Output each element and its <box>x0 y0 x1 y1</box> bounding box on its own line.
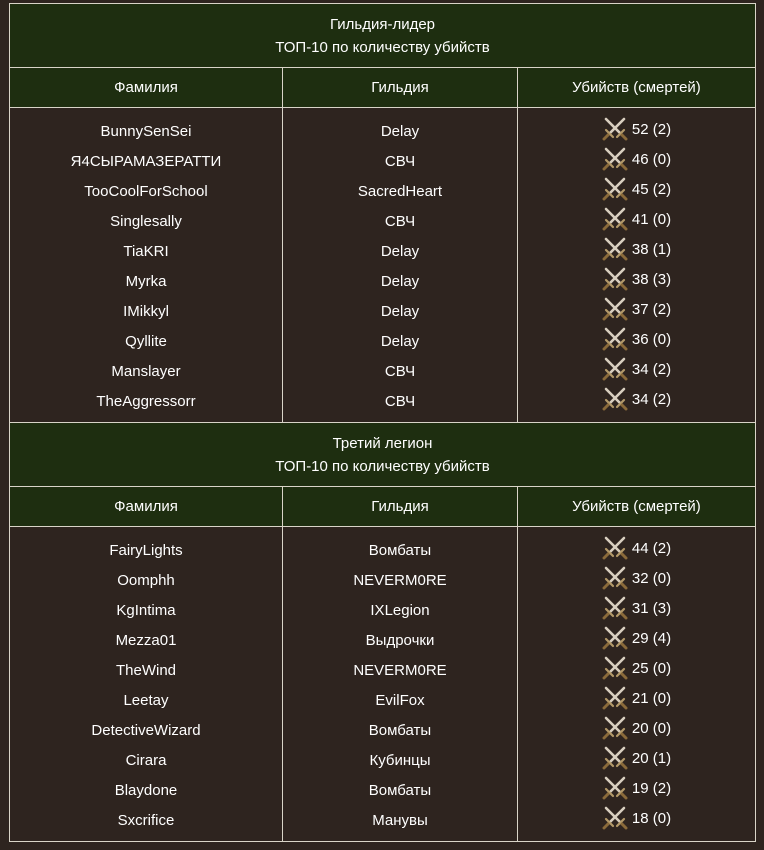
kills-deaths-value: 41 (0) <box>631 210 672 228</box>
kills-cell <box>518 176 756 206</box>
kills-cell <box>518 296 756 326</box>
kills-value-wrap <box>602 565 671 591</box>
column-header-kills: Убийств (смертей) <box>518 68 756 108</box>
section-title-line2: ТОП-10 по количеству убийств <box>275 38 490 56</box>
kills-value-wrap <box>602 386 671 412</box>
player-name: TheAggressorr <box>10 386 283 416</box>
player-name: Cirara <box>10 745 283 775</box>
table-row <box>10 805 756 835</box>
kills-value-wrap <box>602 655 671 681</box>
player-name: Mezza01 <box>10 625 283 655</box>
crossed-swords-icon <box>602 236 628 262</box>
kills-cell <box>518 326 756 356</box>
column-header-guild: Гильдия <box>283 68 518 108</box>
table-row <box>10 296 756 326</box>
kills-deaths-value: 20 (1) <box>631 749 672 767</box>
kills-value-wrap <box>602 236 671 262</box>
guild-name: СВЧ <box>283 206 518 236</box>
player-name: Myrka <box>10 266 283 296</box>
crossed-swords-icon <box>602 176 628 202</box>
kills-cell <box>518 745 756 775</box>
crossed-swords-icon <box>602 565 628 591</box>
crossed-swords-icon <box>602 535 628 561</box>
guild-name: EvilFox <box>283 685 518 715</box>
kills-cell <box>518 595 756 625</box>
crossed-swords-icon <box>602 326 628 352</box>
guild-name: NEVERM0RE <box>283 565 518 595</box>
section-title-row <box>10 423 756 487</box>
crossed-swords-icon <box>602 356 628 382</box>
kills-value-wrap <box>602 775 671 801</box>
guild-name: Delay <box>283 326 518 356</box>
guild-name: Вомбаты <box>283 715 518 745</box>
player-name: Я4СЫРАМАЗЕРАТТИ <box>10 146 283 176</box>
guild-name: Delay <box>283 266 518 296</box>
guild-name: Выдрочки <box>283 625 518 655</box>
kills-deaths-value: 21 (0) <box>631 689 672 707</box>
crossed-swords-icon <box>602 805 628 831</box>
kills-value-wrap <box>602 176 671 202</box>
guild-name: СВЧ <box>283 146 518 176</box>
kills-cell <box>518 715 756 745</box>
kills-value-wrap <box>602 535 671 561</box>
kills-cell <box>518 206 756 236</box>
guild-name: Delay <box>283 296 518 326</box>
column-header-row <box>10 68 756 108</box>
crossed-swords-icon <box>602 146 628 172</box>
kills-deaths-value: 34 (2) <box>631 360 672 378</box>
kills-deaths-value: 19 (2) <box>631 779 672 797</box>
guild-name: Delay <box>283 116 518 146</box>
kills-value-wrap <box>602 146 671 172</box>
kills-cell <box>518 655 756 685</box>
kills-cell <box>518 236 756 266</box>
table-row <box>10 625 756 655</box>
kills-cell <box>518 625 756 655</box>
crossed-swords-icon <box>602 625 628 651</box>
kills-value-wrap <box>602 595 671 621</box>
kills-cell <box>518 266 756 296</box>
rankings-table <box>9 3 756 842</box>
crossed-swords-icon <box>602 685 628 711</box>
player-name: BunnySenSei <box>10 116 283 146</box>
kills-value-wrap <box>602 625 671 651</box>
table-row <box>10 655 756 685</box>
kills-deaths-value: 46 (0) <box>631 150 672 168</box>
table-row <box>10 595 756 625</box>
player-name: Manslayer <box>10 356 283 386</box>
table-row <box>10 146 756 176</box>
table-row <box>10 745 756 775</box>
kills-deaths-value: 36 (0) <box>631 330 672 348</box>
kills-value-wrap <box>602 326 671 352</box>
section-title <box>10 4 756 68</box>
kills-value-wrap <box>602 685 671 711</box>
player-name: KgIntima <box>10 595 283 625</box>
guild-name: IXLegion <box>283 595 518 625</box>
guild-name: Вомбаты <box>283 775 518 805</box>
player-name: Sxcrifice <box>10 805 283 835</box>
crossed-swords-icon <box>602 266 628 292</box>
column-header-row <box>10 487 756 527</box>
kills-deaths-value: 38 (1) <box>631 240 672 258</box>
guild-name: Delay <box>283 236 518 266</box>
table-row <box>10 775 756 805</box>
player-name: Singlesally <box>10 206 283 236</box>
kills-value-wrap <box>602 206 671 232</box>
kills-deaths-value: 45 (2) <box>631 180 672 198</box>
player-name: Qyllite <box>10 326 283 356</box>
kills-deaths-value: 20 (0) <box>631 719 672 737</box>
kills-cell <box>518 116 756 146</box>
crossed-swords-icon <box>602 116 628 142</box>
kills-value-wrap <box>602 356 671 382</box>
column-header-name: Фамилия <box>10 487 283 527</box>
crossed-swords-icon <box>602 745 628 771</box>
guild-name: СВЧ <box>283 386 518 416</box>
guild-name: Вомбаты <box>283 535 518 565</box>
guild-name: SacredHeart <box>283 176 518 206</box>
player-name: Leetay <box>10 685 283 715</box>
section-title <box>10 423 756 487</box>
kills-cell <box>518 805 756 835</box>
table-row <box>10 356 756 386</box>
kills-deaths-value: 18 (0) <box>631 809 672 827</box>
section-title-line1: Гильдия-лидер <box>329 15 436 33</box>
kills-cell <box>518 775 756 805</box>
kills-deaths-value: 37 (2) <box>631 300 672 318</box>
kills-deaths-value: 34 (2) <box>631 390 672 408</box>
kills-value-wrap <box>602 805 671 831</box>
crossed-swords-icon <box>602 206 628 232</box>
table-row <box>10 326 756 356</box>
section-title-line2: ТОП-10 по количеству убийств <box>275 457 490 475</box>
table-row <box>10 116 756 146</box>
kills-value-wrap <box>602 296 671 322</box>
player-name: IMikkyl <box>10 296 283 326</box>
crossed-swords-icon <box>602 595 628 621</box>
kills-value-wrap <box>602 266 671 292</box>
kills-deaths-value: 31 (3) <box>631 599 672 617</box>
player-name: DetectiveWizard <box>10 715 283 745</box>
player-name: TooCoolForSchool <box>10 176 283 206</box>
player-name: FairyLights <box>10 535 283 565</box>
kills-deaths-value: 38 (3) <box>631 270 672 288</box>
player-name: TiaKRI <box>10 236 283 266</box>
rankings-container <box>9 3 755 842</box>
table-row <box>10 206 756 236</box>
player-name: Oomphh <box>10 565 283 595</box>
table-row <box>10 266 756 296</box>
crossed-swords-icon <box>602 775 628 801</box>
kills-value-wrap <box>602 116 671 142</box>
kills-deaths-value: 25 (0) <box>631 659 672 677</box>
player-name: Blaydone <box>10 775 283 805</box>
kills-deaths-value: 52 (2) <box>631 120 672 138</box>
kills-cell <box>518 685 756 715</box>
table-row <box>10 685 756 715</box>
table-row <box>10 565 756 595</box>
table-row <box>10 386 756 416</box>
column-header-guild: Гильдия <box>283 487 518 527</box>
section-title-row <box>10 4 756 68</box>
table-row <box>10 535 756 565</box>
guild-name: NEVERM0RE <box>283 655 518 685</box>
kills-cell <box>518 356 756 386</box>
kills-deaths-value: 44 (2) <box>631 539 672 557</box>
kills-value-wrap <box>602 745 671 771</box>
table-row <box>10 715 756 745</box>
section-title-line1: Третий легион <box>332 434 433 452</box>
kills-cell <box>518 565 756 595</box>
guild-name: Манувы <box>283 805 518 835</box>
kills-deaths-value: 32 (0) <box>631 569 672 587</box>
guild-name: СВЧ <box>283 356 518 386</box>
player-name: TheWind <box>10 655 283 685</box>
kills-cell <box>518 386 756 416</box>
column-header-kills: Убийств (смертей) <box>518 487 756 527</box>
kills-cell <box>518 535 756 565</box>
guild-name: Кубинцы <box>283 745 518 775</box>
crossed-swords-icon <box>602 296 628 322</box>
column-header-name: Фамилия <box>10 68 283 108</box>
crossed-swords-icon <box>602 386 628 412</box>
table-row <box>10 236 756 266</box>
kills-cell <box>518 146 756 176</box>
kills-value-wrap <box>602 715 671 741</box>
kills-deaths-value: 29 (4) <box>631 629 672 647</box>
crossed-swords-icon <box>602 715 628 741</box>
table-row <box>10 176 756 206</box>
crossed-swords-icon <box>602 655 628 681</box>
